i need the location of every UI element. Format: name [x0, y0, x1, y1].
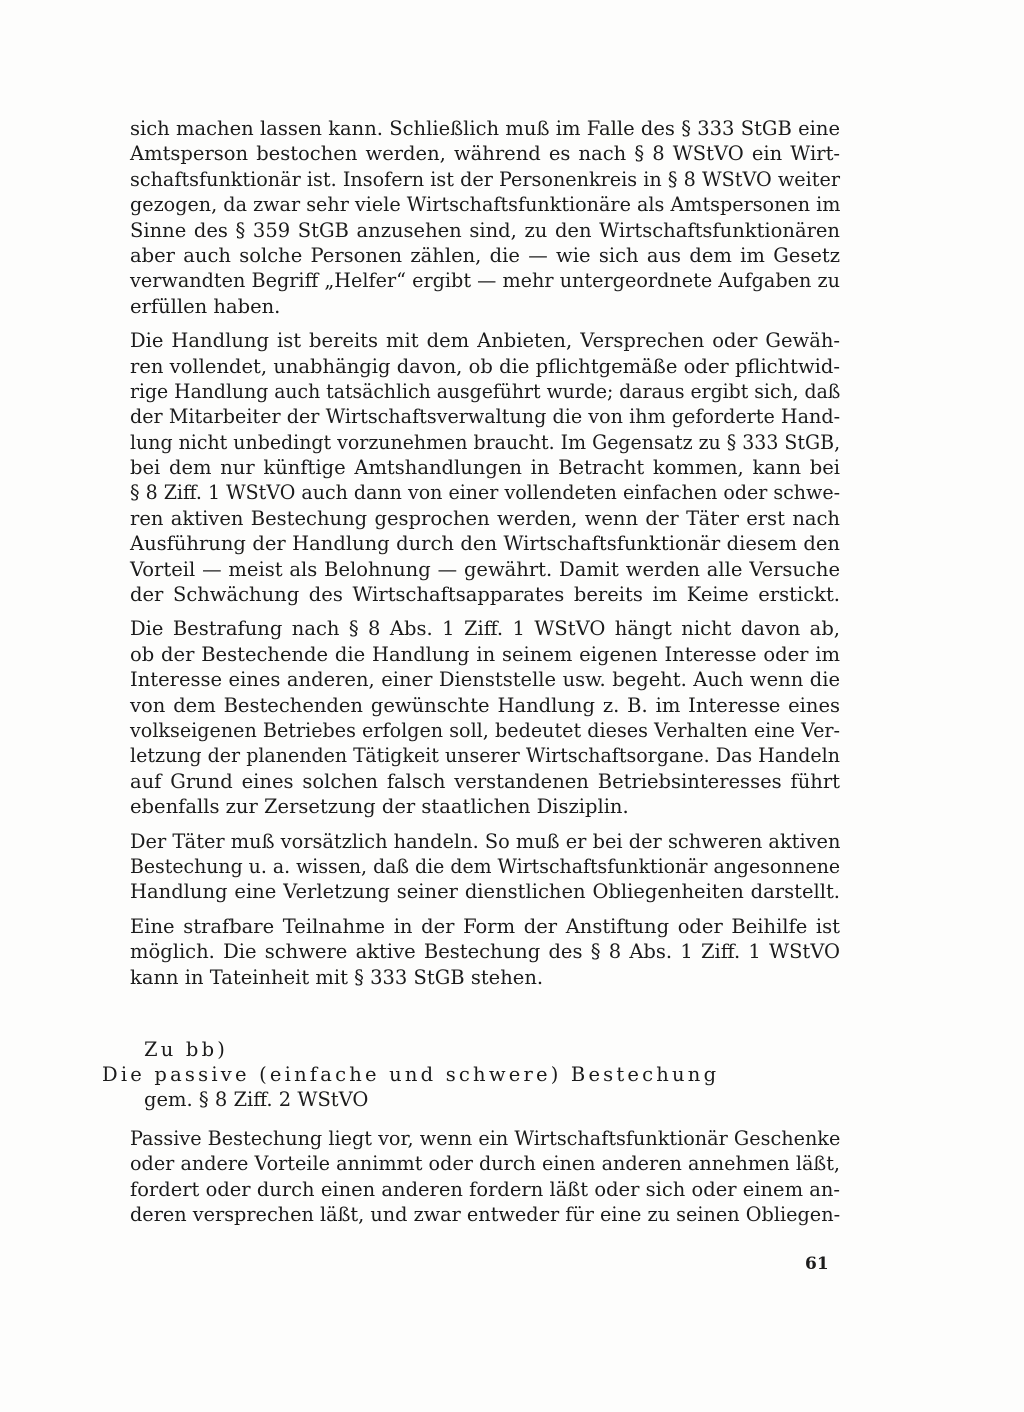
paragraph: [130, 1126, 840, 1228]
paragraph: [130, 328, 840, 607]
section-subtitle: gem. § 8 Ziff. 2 WStVO: [144, 1088, 369, 1111]
body-text-top: [130, 116, 840, 990]
text-line: Handlung eine Verletzung seiner dienstlichen Obliegenheiten darstellt.: [130, 880, 840, 904]
paragraph: [130, 914, 840, 990]
text-line: möglich. Die schwere aktive Bestechung des § 8 Abs. 1 Ziff. 1 WStVO: [130, 940, 840, 964]
text-line: Sinne des § 359 StGB anzusehen sind, zu den Wirtschaftsfunktionären: [130, 218, 840, 242]
text-line: bei dem nur künftige Amtshandlungen in Betracht kommen, kann bei: [130, 456, 840, 480]
text-line: kann in Tateinheit mit § 333 StGB stehen.: [130, 965, 544, 989]
text-line: Ausführung der Handlung durch den Wirtschaftsfunktionär diesem den: [130, 532, 840, 556]
text-line: Der Täter muß vorsätzlich handeln. So muß er bei der schweren aktiven: [130, 829, 841, 853]
text-line: § 8 Ziff. 1 WStVO auch dann von einer vollendeten einfachen oder schwe-: [130, 481, 841, 505]
paragraph: [130, 616, 840, 819]
text-line: fordert oder durch einen anderen fordern läßt oder sich oder einem an-: [130, 1177, 841, 1201]
text-line: Bestechung u. a. wissen, daß die dem Wirtschaftsfunktionär angesonnene: [130, 854, 841, 878]
text-line: Vorteil — meist als Belohnung — gewährt. Damit werden alle Versuche: [130, 557, 840, 581]
text-line: Die Bestrafung nach § 8 Abs. 1 Ziff. 1 WStVO hängt nicht davon ab,: [130, 617, 840, 641]
text-line: Amtsperson bestochen werden, während es nach § 8 WStVO ein Wirt-: [130, 142, 840, 166]
paragraph: [130, 829, 840, 905]
text-line: sich machen lassen kann. Schließlich muß im Falle des § 333 StGB eine: [130, 117, 840, 140]
text-line: ren vollendet, unabhängig davon, ob die pflichtgemäße oder pflichtwid-: [130, 354, 840, 378]
text-line: aber auch solche Personen zählen, die — wie sich aus dem im Gesetz: [130, 243, 840, 267]
paragraph: [130, 116, 840, 319]
text-line: von dem Bestechenden gewünschte Handlung z. B. im Interesse eines: [130, 693, 840, 717]
text-line: der Schwächung des Wirtschaftsapparates bereits im Keime erstickt.: [130, 583, 840, 607]
text-line: verwandten Begriff „Helfer“ ergibt — mehr untergeordnete Aufgaben zu: [130, 269, 840, 293]
text-line: rige Handlung auch tatsächlich ausgeführt wurde; daraus ergibt sich, daß: [130, 379, 841, 403]
text-line: Passive Bestechung liegt vor, wenn ein Wirtschaftsfunktionär Geschenke: [130, 1127, 841, 1150]
page-number: 61: [805, 1254, 829, 1274]
text-line: Interesse eines anderen, einer Dienststelle usw. begeht. Auch wenn die: [130, 668, 840, 692]
text-line: auf Grund eines solchen falsch verstandenen Betriebsinteresses führt: [130, 769, 840, 793]
text-line: ren aktiven Bestechung gesprochen werden, wenn der Täter erst nach: [130, 506, 840, 530]
text-line: Eine strafbare Teilnahme in der Form der Anstiftung oder Beihilfe ist: [130, 914, 840, 938]
text-line: ob der Bestechende die Handlung in seinem eigenen Interesse oder im: [130, 642, 840, 666]
text-line: erfüllen haben.: [130, 294, 281, 318]
text-line: letzung der planenden Tätigkeit unserer Wirtschaftsorgane. Das Handeln: [130, 744, 840, 768]
text-line: schaftsfunktionär ist. Insofern ist der Personenkreis in § 8 WStVO weiter: [130, 167, 841, 191]
section-title: Die passive (einfache und schwere) Bestechung: [102, 1063, 720, 1086]
text-line: deren versprechen läßt, und zwar entweder für eine zu seinen Obliegen-: [130, 1203, 841, 1227]
text-line: gezogen, da zwar sehr viele Wirtschaftsfunktionäre als Amtspersonen im: [130, 193, 841, 217]
section-label: Zu bb): [144, 1038, 229, 1061]
text-line: der Mitarbeiter der Wirtschaftsverwaltung die von ihm geforderte Hand-: [130, 405, 841, 429]
body-text-bottom: [130, 1126, 840, 1228]
text-line: oder andere Vorteile annimmt oder durch einen anderen annehmen läßt,: [130, 1152, 841, 1176]
text-line: volkseigenen Betriebes erfolgen soll, bedeutet dieses Verhalten eine Ver-: [130, 718, 841, 742]
text-line: ebenfalls zur Zersetzung der staatlichen Disziplin.: [130, 795, 629, 819]
text-line: lung nicht unbedingt vorzunehmen braucht. Im Gegensatz zu § 333 StGB,: [130, 430, 841, 454]
text-line: Die Handlung ist bereits mit dem Anbieten, Versprechen oder Gewäh-: [130, 329, 840, 353]
